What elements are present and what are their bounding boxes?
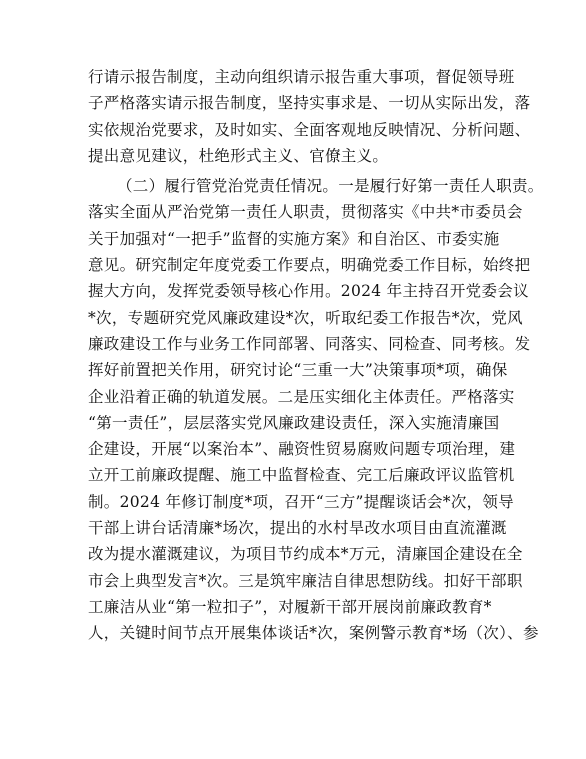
- text-line: 意见。研究制定年度党委工作要点，明确党委工作目标，始终把: [88, 256, 531, 275]
- document-body: [88, 64, 544, 647]
- text-line: 改为提水灌溉建议，为项目节约成本*万元，清廉国企建设在全: [88, 545, 523, 564]
- text-line: 市会上典型发言*次。三是筑牢廉洁自律思想防线。扣好干部职: [88, 571, 523, 590]
- text-line: 干部上讲台话清廉*场次，提出的水村旱改水项目由直流灌溉: [88, 519, 507, 538]
- text-line: “第一责任”，层层落实党风廉政建设责任，深入实施清廉国: [88, 413, 500, 432]
- text-line: 人，关键时间节点开展集体谈话*次，案例警示教育*场（次）、参: [88, 624, 539, 643]
- text-line: 挥好前置把关作用，研究讨论“三重一大”决策事项*项，确保: [88, 361, 508, 380]
- text-line: 企业沿着正确的轨道发展。二是压实细化主体责任。严格落实: [88, 387, 515, 406]
- section-heading-line: （二）履行管党治党责任情况。一是履行好第一责任人职责。: [117, 177, 544, 196]
- text-line: 握大方向，发挥党委领导核心作用。2024 年主持召开党委会议: [88, 282, 529, 301]
- text-line: 落实全面从严治党第一责任人职责，贯彻落实《中共*市委员会: [88, 203, 523, 222]
- text-line: 企建设，开展“以案治本”、融资性贸易腐败问题专项治理，建: [88, 440, 516, 459]
- text-line: 子严格落实请示报告制度，坚持实事求是、一切从实际出发，落: [88, 94, 531, 113]
- text-line: 廉政建设工作与业务工作同部署、同落实、同检查、同考核。发: [88, 334, 531, 353]
- text-line: 立开工前廉政提醒、施工中监督检查、完工后廉政评议监管机: [88, 466, 515, 485]
- text-line: 行请示报告制度，主动向组织请示报告重大事项，督促领导班: [88, 68, 515, 86]
- text-line: 提出意见建议，杜绝形式主义、官僚主义。: [88, 146, 389, 165]
- text-line: 制。2024 年修订制度*项，召开“三方”提醒谈话会*次，领导: [88, 492, 515, 511]
- text-line: 工廉洁从业“第一粒扣子”，对履新干部开展岗前廉政教育*: [88, 597, 492, 616]
- text-line: 关于加强对“一把手”监督的实施方案》和自治区、市委实施: [88, 229, 500, 248]
- text-line: *次，专题研究党风廉政建设*次，听取纪委工作报告*次，党风: [88, 308, 523, 327]
- text-line: 实依规治党要求，及时如实、全面客观地反映情况、分析问题、: [88, 120, 531, 139]
